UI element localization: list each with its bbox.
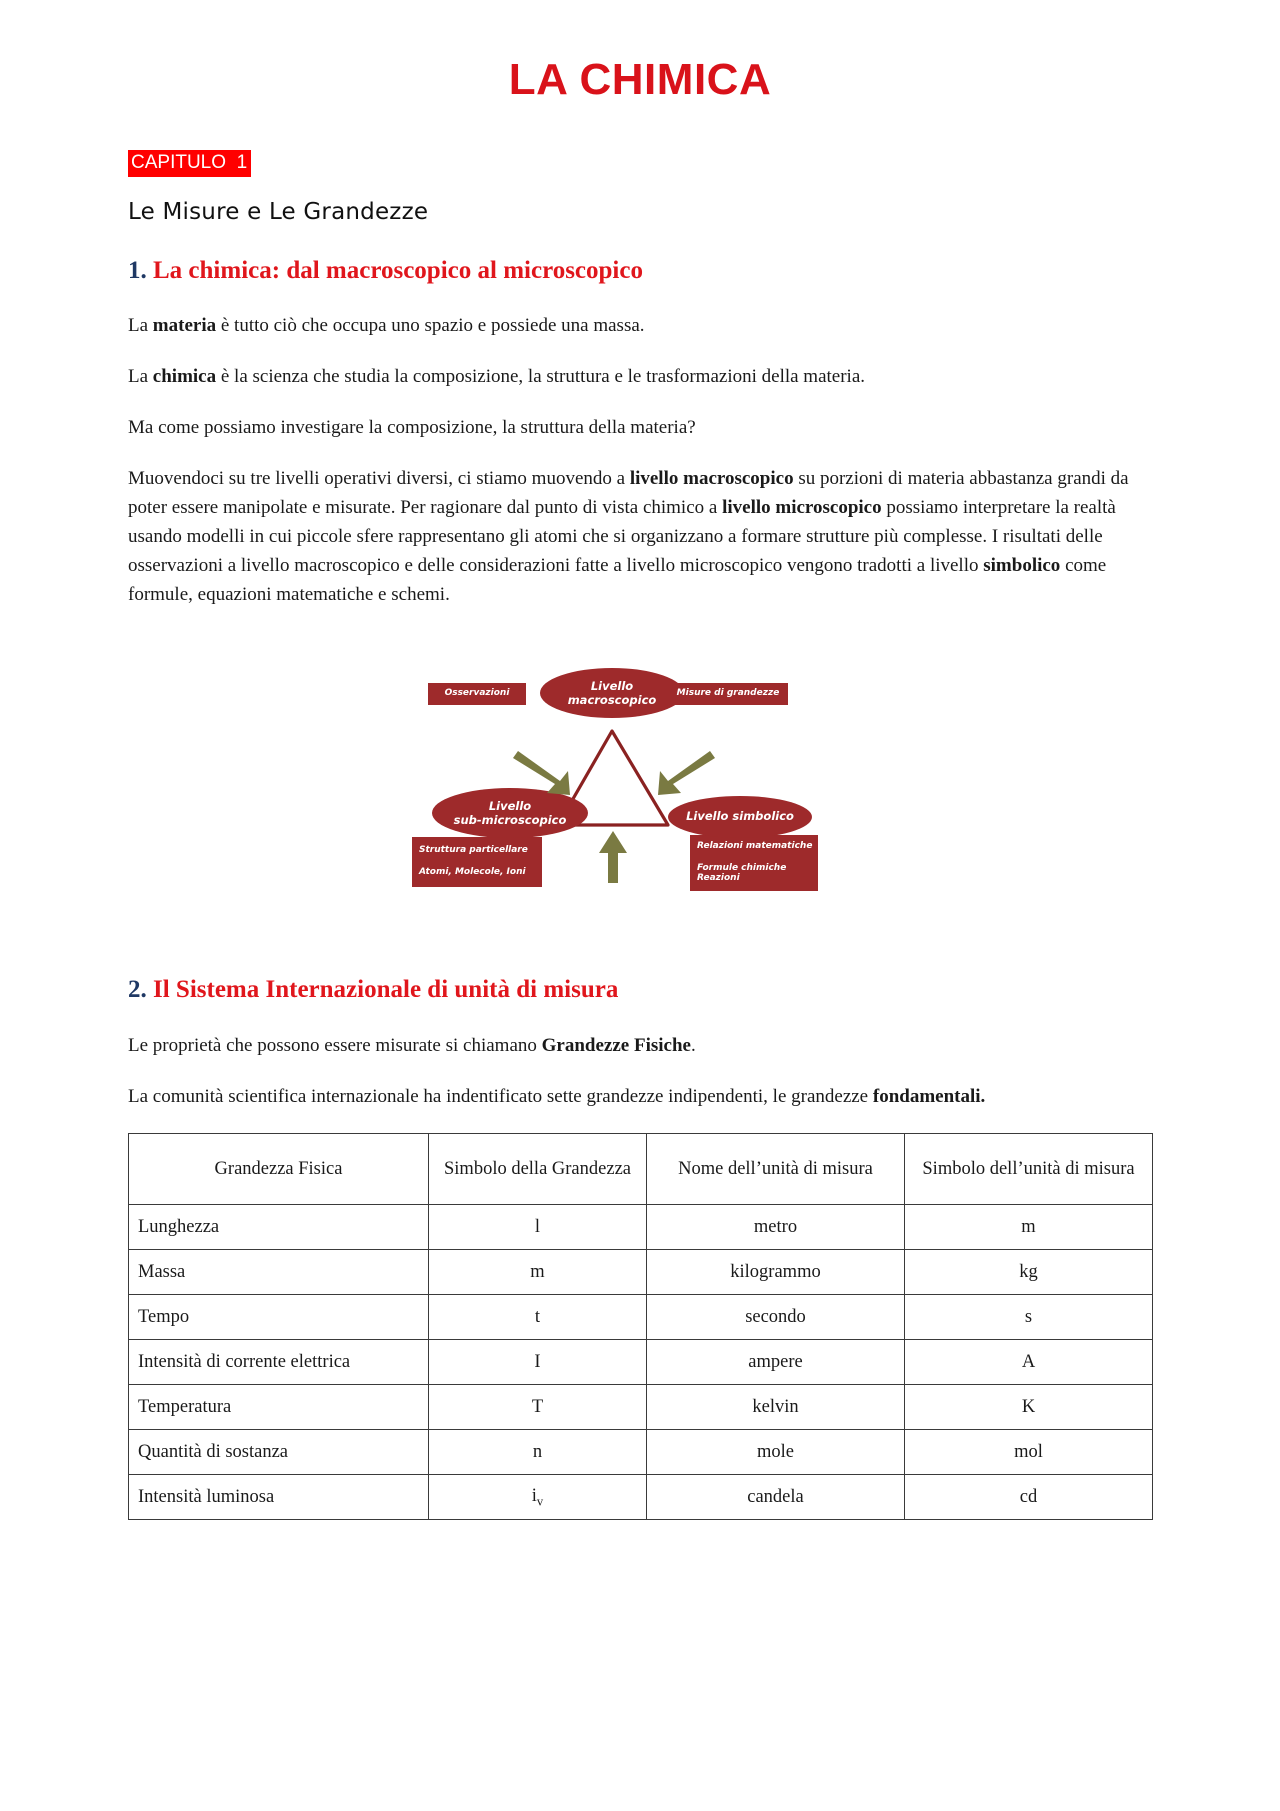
cell-unit-name: ampere	[647, 1340, 905, 1385]
emphasis-text: materia	[152, 315, 217, 337]
plain-text: su porzioni di materia abbastanza grandi da poter essere manipolate e misurate. Per ragionare dal punto di vista chimico a	[128, 468, 1129, 518]
page-title: LA CHIMICA	[508, 55, 772, 104]
section-title-2: Il Sistema Internazionale di unità di misura	[153, 976, 619, 1004]
ellipse-label-simbolico: Livello simbolico	[686, 809, 794, 824]
plain-text: Ma come possiamo investigare la composizione, la struttura della materia?	[128, 417, 696, 439]
section-2-body	[128, 1032, 1152, 1112]
section-number-2: 2.	[128, 976, 147, 1004]
plain-text: La comunità scientifica internazionale ha indentificato sette grandezze indipendenti, le grandezze	[128, 1085, 873, 1107]
box-misure-shape	[668, 683, 788, 705]
box-osservazioni-shape	[428, 683, 526, 705]
ellipse-simbolico-shape	[668, 796, 812, 838]
box-label-struttura-particellare: Struttura particellare Atomi, Molecole, Ioni	[419, 845, 528, 877]
table-body	[129, 1205, 1153, 1520]
cell-unit-name: candela	[647, 1475, 905, 1520]
paragraph	[128, 1032, 1152, 1061]
section-heading-2	[128, 974, 1152, 1005]
page-content	[128, 0, 1152, 1520]
box-label-misure-di-grandezze: Misure di grandezze	[676, 688, 780, 699]
arrow-up-icon	[599, 831, 627, 883]
paragraph	[128, 312, 1152, 341]
subject-heading: Le Misure e Le Grandezze	[128, 199, 429, 226]
cell-unit-symbol: A	[905, 1340, 1153, 1385]
si-units-table	[128, 1133, 1153, 1520]
emphasis-text: livello macroscopico	[629, 468, 794, 490]
column-header-unit-symbol: Simbolo dell’unità di misura	[905, 1134, 1153, 1205]
cell-symbol: I	[429, 1340, 647, 1385]
paragraph	[128, 414, 1152, 443]
cell-unit-symbol: K	[905, 1385, 1153, 1430]
cell-unit-symbol: mol	[905, 1430, 1153, 1475]
cell-quantity: Intensità di corrente elettrica	[129, 1340, 429, 1385]
emphasis-text: livello microscopico	[722, 496, 882, 518]
section-1-body	[128, 312, 1152, 609]
table-row	[129, 1295, 1153, 1340]
cell-quantity: Quantità di sostanza	[129, 1430, 429, 1475]
arrow-right-icon	[658, 751, 715, 795]
cell-symbol: t	[429, 1295, 647, 1340]
three-levels-figure	[128, 665, 1152, 910]
cell-symbol: $i_v$	[429, 1475, 647, 1520]
cell-symbol: m	[429, 1250, 647, 1295]
cell-quantity: Temperatura	[129, 1385, 429, 1430]
plain-text: La	[128, 366, 153, 388]
cell-quantity: Tempo	[129, 1295, 429, 1340]
emphasis-text: Grandezze Fisiche	[541, 1034, 691, 1056]
table-row	[129, 1430, 1153, 1475]
column-header-quantity: Grandezza Fisica	[129, 1134, 429, 1205]
cell-unit-name: kilogrammo	[647, 1250, 905, 1295]
cell-unit-symbol: m	[905, 1205, 1153, 1250]
box-struttura-shape	[412, 837, 542, 887]
section-heading-1	[128, 255, 1152, 286]
ellipse-sub-microscopico-shape	[432, 788, 588, 838]
plain-text: è la scienza che studia la composizione, la struttura e le trasformazioni della materia.	[216, 366, 866, 388]
cell-quantity: Massa	[129, 1250, 429, 1295]
box-label-relazioni-matematiche: Relazioni matematiche Formule chimiche Reazioni	[697, 841, 813, 884]
cell-symbol: n	[429, 1430, 647, 1475]
table-row	[129, 1250, 1153, 1295]
cell-quantity: Intensità luminosa	[129, 1475, 429, 1520]
plain-text: possiamo interpretare la realtà usando modelli in cui piccole sfere rappresentano gli atomi che si organizzano a formare strutture più complesse. I risultati delle osservazioni a livello macroscopico e delle considerazioni fatte a livello microscopico vengono tradotti a livello	[128, 496, 1116, 576]
section-title-1: La chimica: dal macroscopico al microscopico	[153, 257, 643, 285]
ellipse-macroscopico-shape	[540, 668, 684, 718]
plain-text: come formule, equazioni matematiche e schemi.	[128, 554, 1107, 605]
cell-symbol: l	[429, 1205, 647, 1250]
plain-text: è tutto ciò che occupa uno spazio e possiede una massa.	[216, 315, 645, 337]
chapter-tag-container	[128, 150, 1152, 177]
cell-unit-name: mole	[647, 1430, 905, 1475]
plain-text: Le proprietà che possono essere misurate si chiamano	[128, 1034, 542, 1056]
emphasis-text: fondamentali.	[872, 1085, 986, 1107]
table-row	[129, 1385, 1153, 1430]
plain-text: .	[690, 1034, 696, 1056]
cell-quantity: Lunghezza	[129, 1205, 429, 1250]
cell-unit-name: kelvin	[647, 1385, 905, 1430]
symbol-subscript: v	[536, 1494, 544, 1509]
plain-text: Muovendoci su tre livelli operativi diversi, ci stiamo muovendo a	[128, 468, 630, 490]
table-row	[129, 1340, 1153, 1385]
cell-unit-symbol: cd	[905, 1475, 1153, 1520]
cell-unit-name: secondo	[647, 1295, 905, 1340]
paragraph	[128, 465, 1152, 609]
table-row	[129, 1475, 1153, 1520]
chapter-badge: CAPITULO 1	[128, 150, 251, 177]
cell-unit-symbol: kg	[905, 1250, 1153, 1295]
cell-unit-symbol: s	[905, 1295, 1153, 1340]
table-header	[129, 1134, 1153, 1205]
paragraph	[128, 363, 1152, 392]
emphasis-text: chimica	[152, 366, 217, 388]
column-header-symbol: Simbolo della Grandezza	[429, 1134, 647, 1205]
ellipse-label-macroscopico: Livello macroscopico	[567, 679, 657, 707]
box-relazioni-shape	[690, 835, 818, 891]
cell-unit-name: metro	[647, 1205, 905, 1250]
column-header-unit-name: Nome dell’unità di misura	[647, 1134, 905, 1205]
paragraph	[128, 1083, 1152, 1112]
cell-symbol: T	[429, 1385, 647, 1430]
table-header-row	[129, 1134, 1153, 1205]
ellipse-label-sub-microscopico: Livello sub-microscopico	[453, 799, 567, 827]
table-row	[129, 1205, 1153, 1250]
diagram-svg	[410, 665, 870, 910]
box-label-osservazioni: Osservazioni	[444, 688, 510, 699]
section-number-1: 1.	[128, 257, 147, 285]
plain-text: La	[128, 315, 153, 337]
chemistry-levels-diagram	[410, 665, 870, 910]
emphasis-text: simbolico	[983, 554, 1061, 576]
